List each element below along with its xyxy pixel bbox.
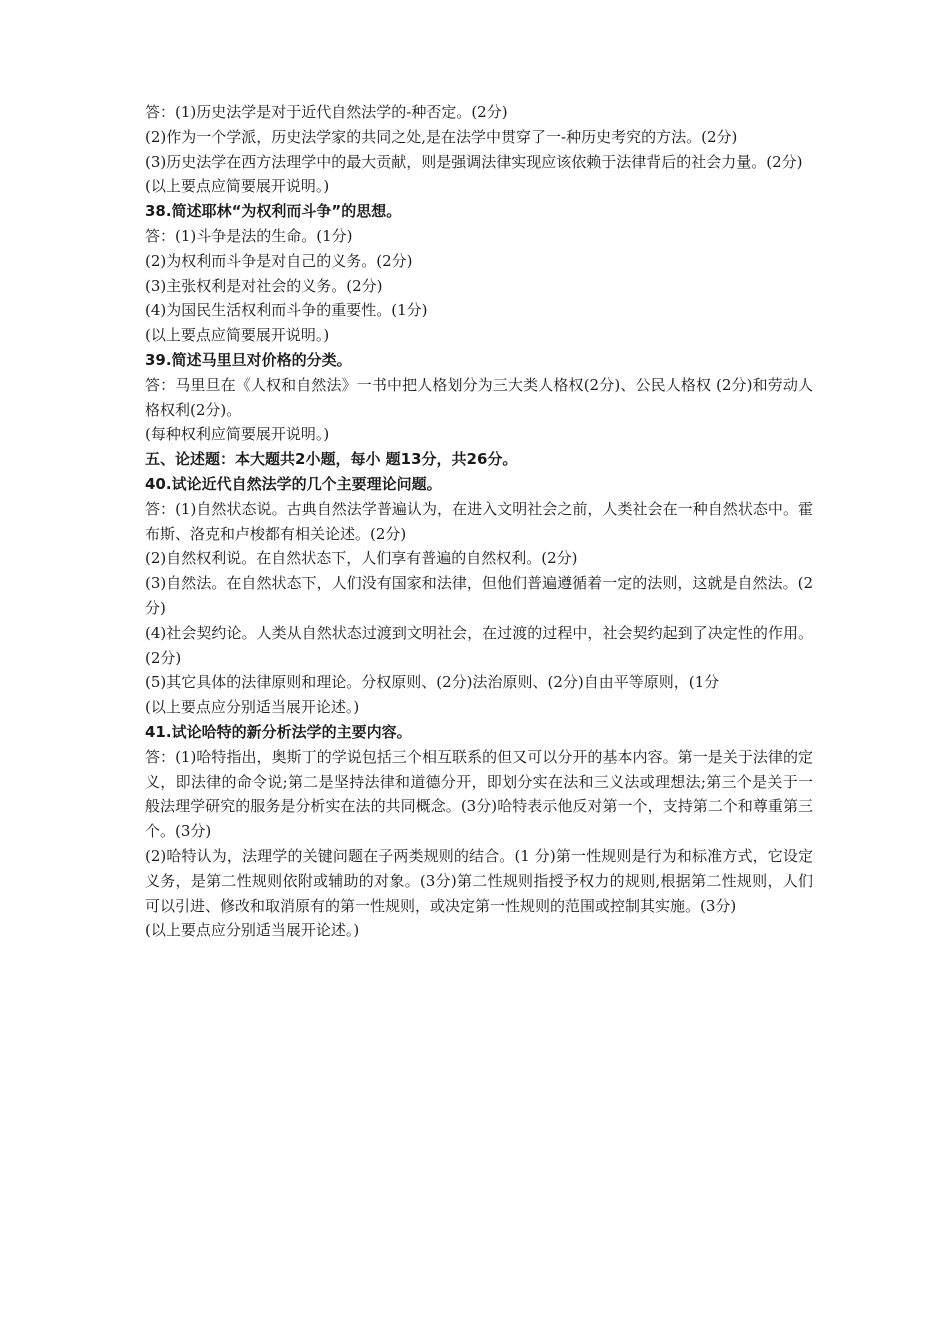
text-line: (3)自然法。在自然状态下，人们没有国家和法律，但他们普遍遵循着一定的法则，这就是自然法。(2分) — [145, 574, 813, 617]
section-heading: 40.试论近代自然法学的几个主要理论问题。 — [145, 474, 442, 493]
text-line: (2)哈特认为，法理学的关键问题在子两类规则的结合。(1 分)第一性规则是行为和标准方式，它设定义务，是第二性规则依附或辅助的对象。(3分)第二性规则指授予权力的规则,根据第二性规则，人们可以引进、修改和取消原有的第一性规则，或决定第一性规则的范围或控制其实施。(3分) — [145, 846, 813, 915]
text-line: (每种权利应简要展开说明。) — [145, 425, 330, 444]
text-line: (3)主张权利是对社会的义务。(2分) — [145, 276, 383, 295]
text-line: (3)历史法学在西方法理学中的最大贡献，则是强调法律实现应该依赖于法律背后的社会力量。(2分) — [145, 152, 803, 171]
document-page — [145, 100, 813, 943]
text-line: 答：(1)斗争是法的生命。(1分) — [145, 226, 353, 245]
section-heading: 39.简述马里旦对价格的分类。 — [145, 350, 352, 369]
text-line: 答：(1)自然状态说。古典自然法学普遍认为，在进入文明社会之前，人类社会在一种自然状态中。霍布斯、洛克和卢梭都有相关论述。(2分) — [145, 499, 813, 543]
text-line: 答：(1)历史法学是对于近代自然法学的-种否定。(2分) — [145, 103, 508, 121]
text-line: (4)为国民生活权利而斗争的重要性。(1分) — [145, 301, 428, 320]
text-line: 答：(1)哈特指出，奥斯丁的学说包括三个相互联系的但又可以分开的基本内容。第一是关于法律的定义，即法律的命令说;第二是坚持法律和道德分开，即划分实在法和三义法或理想法;第三个是关于一般法理学研究的服务是分析实在法的共同概念。(3分)哈特表示他反对第一个，支持第二个和尊重第三个。(3分) — [145, 747, 813, 841]
text-line: 答：马里旦在《人权和自然法》一书中把人格划分为三大类人格权(2分)、公民人格权 (2分)和劳动人格权利(2分)。 — [145, 375, 813, 419]
text-line: (以上要点应分别适当展开论述。) — [145, 921, 360, 940]
section-heading: 五、论述题：本大题共2小题，每小 题13分，共26分。 — [145, 450, 518, 469]
section-heading: 41.试论哈特的新分析法学的主要内容。 — [145, 722, 412, 741]
text-line: (以上要点应简要展开说明。) — [145, 326, 330, 345]
text-line: (4)社会契约论。人类从自然状态过渡到文明社会，在过渡的过程中，社会契约起到了决定性的作用。(2分) — [145, 623, 813, 667]
text-line: (以上要点应分别适当展开论述。) — [145, 698, 360, 717]
section-heading: 38.简述耶林“为权利而斗争”的思想。 — [145, 202, 402, 221]
text-line: (2)为权利而斗争是对自己的义务。(2分) — [145, 251, 413, 270]
text-line: (5)其它具体的法律原则和理论。分权原则、(2分)法治原则、(2分)自由平等原则，(1分 — [145, 673, 720, 692]
text-line: (2)自然权利说。在自然状态下，人们享有普遍的自然权利。(2分) — [145, 549, 578, 568]
text-line: (以上要点应简要展开说明。) — [145, 177, 330, 196]
text-line: (2)作为一个学派，历史法学家的共同之处,是在法学中贯穿了一-种历史考究的方法。(2分) — [145, 127, 738, 146]
